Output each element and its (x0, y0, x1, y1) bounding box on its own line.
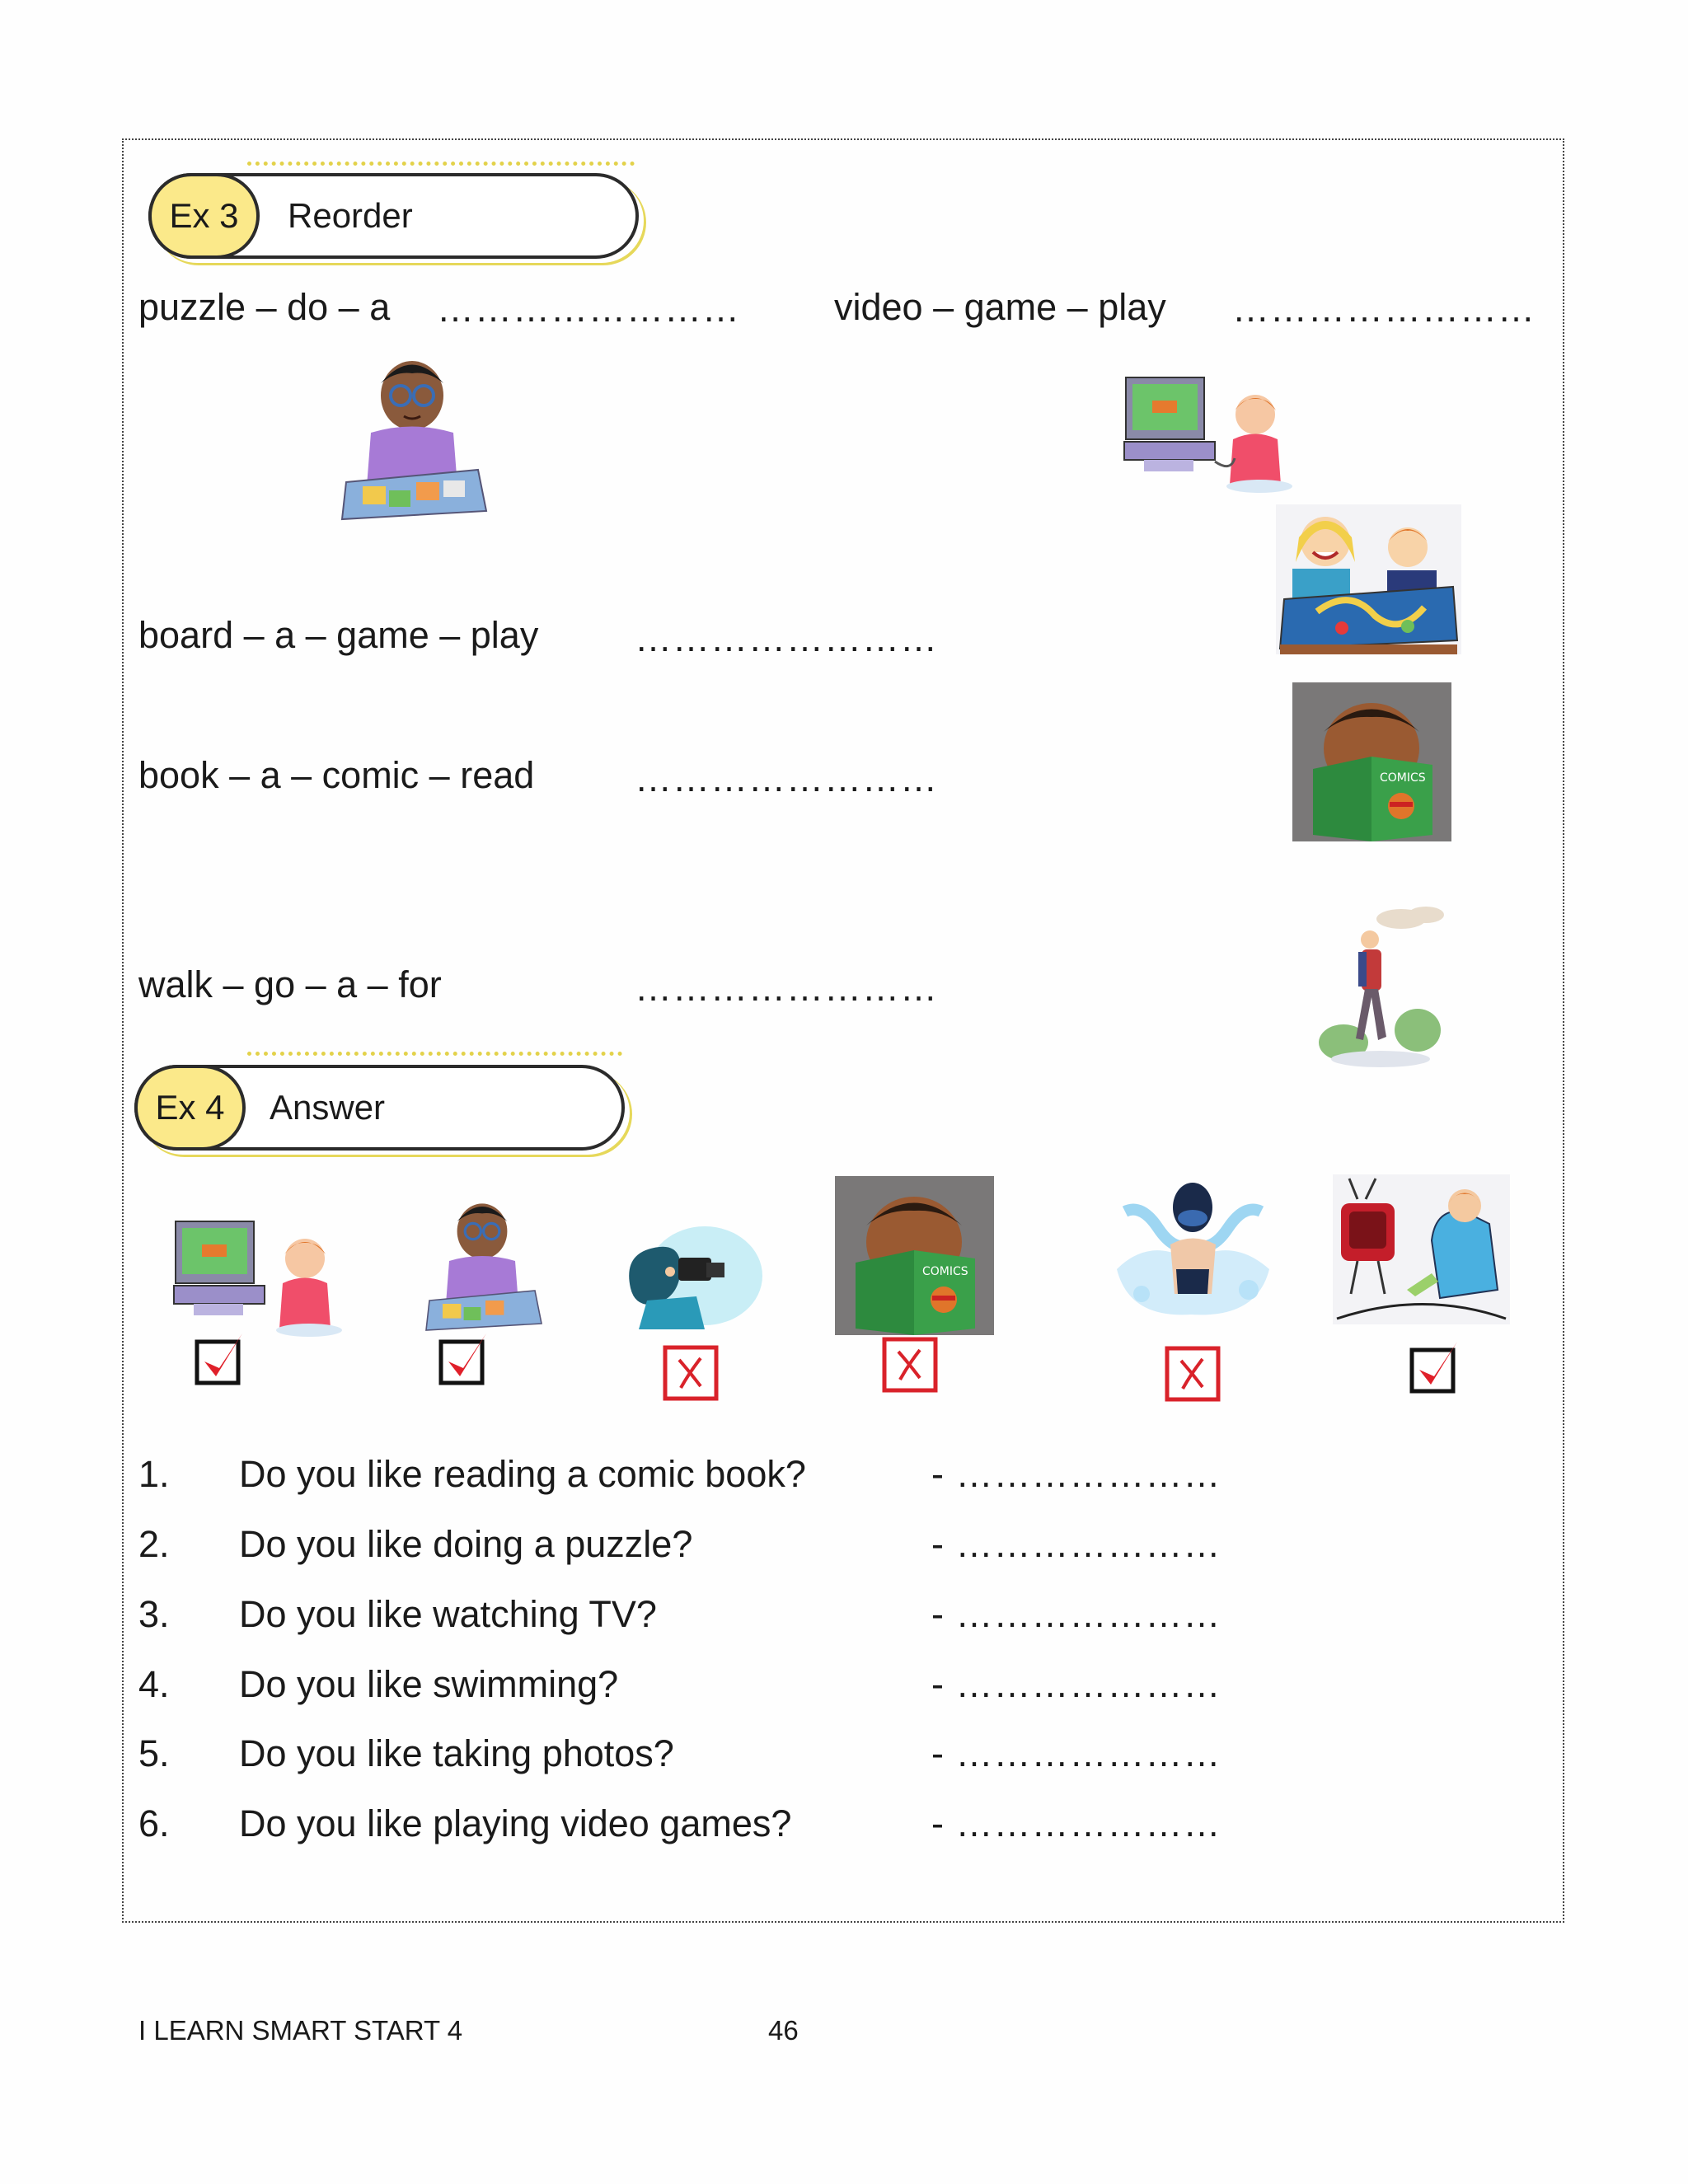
check-mark-1[interactable] (195, 1329, 252, 1388)
ex3-item-4-blank[interactable]: …………………… (635, 757, 938, 799)
ex3-title: Reorder (288, 196, 413, 235)
ex3-item-4-words: book – a – comic – read (138, 754, 535, 796)
ex3-item-2-words: video – game – play (834, 286, 1166, 328)
ex3-header (148, 173, 639, 259)
page-number: 46 (768, 2015, 799, 2046)
comics-label: COMICS (922, 1265, 968, 1278)
question-4-text: Do you like swimming? (239, 1663, 619, 1705)
video-game-icon (1119, 369, 1292, 493)
tv-icon (1333, 1174, 1510, 1324)
comic-book-icon (835, 1176, 994, 1335)
question-3-answer[interactable]: - ………………… (931, 1593, 1221, 1635)
question-5-text: Do you like taking photos? (239, 1732, 674, 1774)
question-2-number: 2. (138, 1523, 170, 1565)
ex3-item-5-blank[interactable]: …………………… (635, 967, 938, 1009)
check-mark-6[interactable] (1409, 1337, 1467, 1396)
question-3-number: 3. (138, 1593, 170, 1635)
puzzle-icon (330, 350, 495, 527)
ex4-header (134, 1065, 625, 1151)
video-game-icon (169, 1213, 342, 1337)
question-1-text: Do you like reading a comic book? (239, 1453, 806, 1495)
question-2-text: Do you like doing a puzzle? (239, 1523, 693, 1565)
question-6-text: Do you like playing video games? (239, 1802, 792, 1844)
question-1-number: 1. (138, 1453, 170, 1495)
question-6-number: 6. (138, 1802, 170, 1844)
board-game-icon (1276, 504, 1461, 654)
question-6-answer[interactable]: - ………………… (931, 1802, 1221, 1844)
ex3-header-dots (247, 162, 635, 172)
question-4-answer[interactable]: - ………………… (931, 1663, 1221, 1705)
ex3-item-1-words: puzzle – do – a (138, 286, 391, 328)
ex3-item-3-blank[interactable]: …………………… (635, 617, 938, 659)
ex3-number: Ex 3 (148, 173, 260, 259)
ex3-item-5-words: walk – go – a – for (138, 963, 442, 1005)
comic-book-icon (1292, 682, 1451, 841)
cross-mark-3[interactable] (663, 1345, 720, 1403)
puzzle-icon (416, 1195, 548, 1337)
question-3-text: Do you like watching TV? (239, 1593, 657, 1635)
question-4-number: 4. (138, 1663, 170, 1705)
camera-icon (614, 1226, 762, 1329)
question-5-number: 5. (138, 1732, 170, 1774)
swimming-icon (1109, 1170, 1278, 1323)
ex3-item-2-blank[interactable]: …………………… (1232, 288, 1536, 330)
cross-mark-4[interactable] (882, 1337, 940, 1394)
question-1-answer[interactable]: - ………………… (931, 1453, 1221, 1495)
ex4-number: Ex 4 (134, 1065, 246, 1151)
question-2-answer[interactable]: - ………………… (931, 1523, 1221, 1565)
ex3-item-3-words: board – a – game – play (138, 614, 539, 656)
footer-book-title: I LEARN SMART START 4 (138, 2015, 463, 2046)
comics-label: COMICS (1380, 771, 1426, 785)
question-5-answer[interactable]: - ………………… (931, 1732, 1221, 1774)
walking-icon (1311, 907, 1451, 1071)
cross-mark-5[interactable] (1165, 1346, 1222, 1404)
ex4-header-dots (247, 1052, 622, 1062)
ex3-item-1-blank[interactable]: …………………… (437, 288, 740, 330)
ex4-title: Answer (270, 1088, 386, 1127)
check-mark-2[interactable] (438, 1329, 496, 1388)
